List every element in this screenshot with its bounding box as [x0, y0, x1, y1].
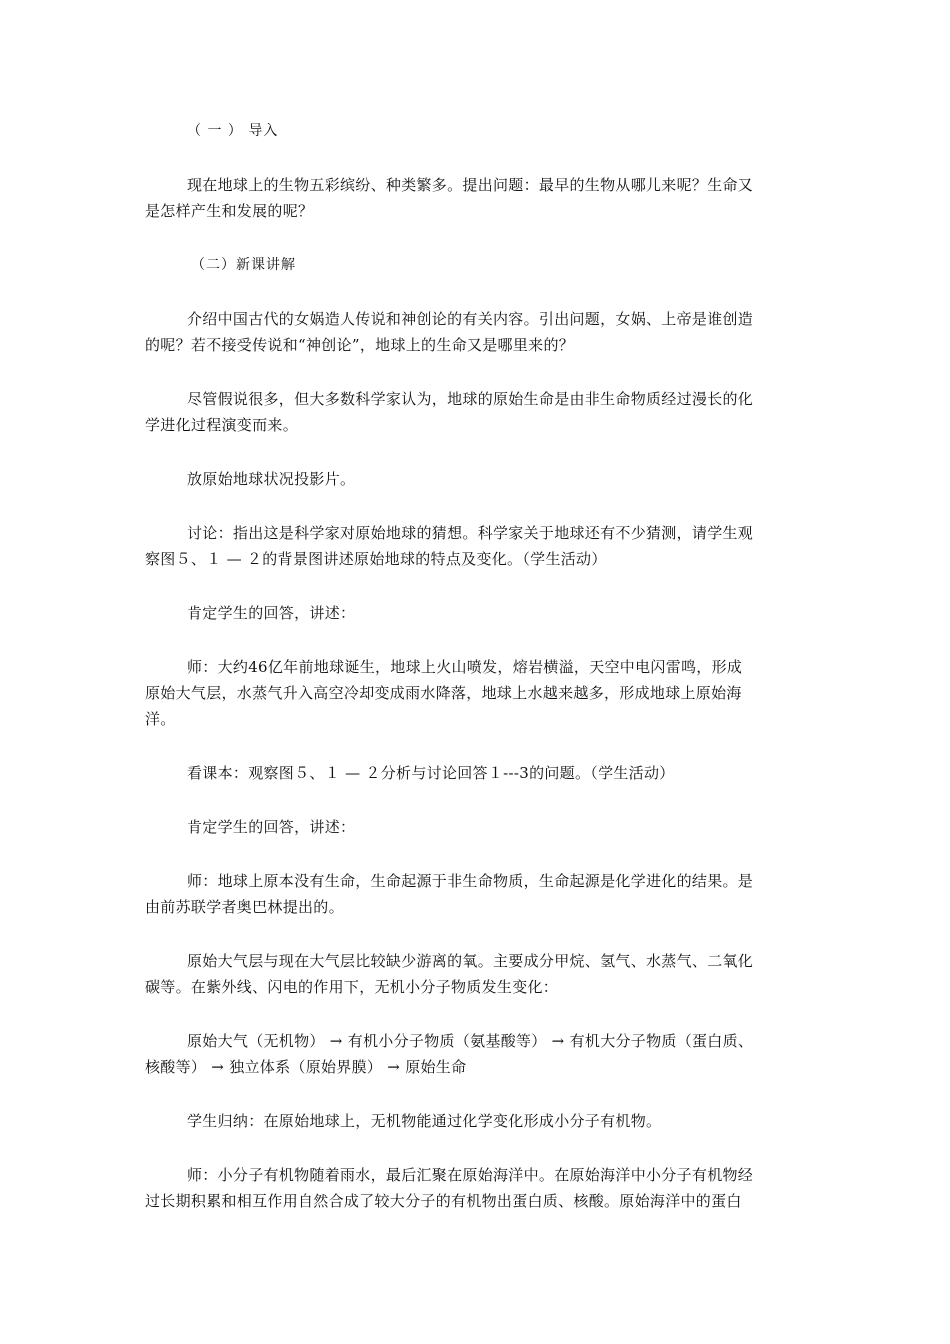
paragraph-13	[145, 1108, 810, 1134]
paragraph-line: 原始大气（无机物） → 有机小分子物质（氨基酸等） → 有机大分子物质（蛋白质、	[187, 1032, 754, 1050]
document-body	[145, 118, 810, 1242]
paragraph-line: 学生归纳：在原始地球上，无机物能通过化学变化形成小分子有机物。	[187, 1112, 662, 1130]
paragraph-10	[145, 868, 810, 920]
paragraph-line: 肯定学生的回答，讲述：	[187, 818, 356, 836]
paragraph-line: 的呢？若不接受传说和“神创论”，地球上的生命又是哪里来的？	[145, 336, 575, 354]
paragraph-line: 由前苏联学者奥巴林提出的。	[145, 898, 344, 916]
paragraph-line: 师：小分子有机物随着雨水，最后汇聚在原始海洋中。在原始海洋中小分子有机物经	[187, 1166, 754, 1184]
paragraph-line: 介绍中国古代的女娲造人传说和神创论的有关内容。引出问题，女娲、上帝是谁创造	[187, 310, 754, 328]
paragraph-line: 学进化过程演变而来。	[145, 416, 299, 434]
paragraph-5	[145, 520, 810, 572]
paragraph-line: 现在地球上的生物五彩缤纷、种类繁多。提出问题：最早的生物从哪儿来呢？生命又	[187, 176, 754, 194]
paragraph-12	[145, 1028, 810, 1080]
paragraph-line: 过长期积累和相互作用自然合成了较大分子的有机物出蛋白质、核酸。原始海洋中的蛋白	[145, 1192, 742, 1210]
paragraph-9	[145, 814, 810, 840]
paragraph-line: 放原始地球状况投影片。	[187, 470, 356, 488]
paragraph-line: 洋。	[145, 710, 176, 728]
section-heading-intro: （ 一 ） 导入	[187, 123, 279, 139]
paragraph-7	[145, 654, 810, 732]
paragraph-line: 肯定学生的回答，讲述：	[187, 604, 356, 622]
paragraph-line: 讨论：指出这是科学家对原始地球的猜想。科学家关于地球还有不少猜测，请学生观	[187, 524, 754, 542]
paragraph-3	[145, 386, 810, 438]
paragraph-line: 师：地球上原本没有生命，生命起源于非生命物质，生命起源是化学进化的结果。是	[187, 872, 754, 890]
paragraph-11	[145, 948, 810, 1000]
paragraph-line: 是怎样产生和发展的呢？	[145, 202, 314, 220]
section-heading-new-lesson: （二）新课讲解	[191, 257, 296, 273]
paragraph-1	[145, 172, 810, 224]
paragraph-8	[145, 760, 810, 786]
paragraph-line: 尽管假说很多，但大多数科学家认为，地球的原始生命是由非生命物质经过漫长的化	[187, 390, 754, 408]
paragraph-line: 察图５、１ — ２的背景图讲述原始地球的特点及变化。（学生活动）	[145, 550, 607, 568]
paragraph-line: 师：大约46亿年前地球诞生，地球上火山喷发，熔岩横溢，天空中电闪雷鸣，形成	[187, 658, 743, 676]
paragraph-4	[145, 466, 810, 492]
paragraph-line: 原始大气层与现在大气层比较缺少游离的氧。主要成分甲烷、氢气、水蒸气、二氧化	[187, 952, 754, 970]
paragraph-line: 看课本：观察图５、１ — ２分析与讨论回答１---3的问题。（学生活动）	[187, 764, 675, 782]
paragraph-line: 原始大气层，水蒸气升入高空冷却变成雨水降落，地球上水越来越多，形成地球上原始海	[145, 684, 742, 702]
paragraph-line: 核酸等） → 独立体系（原始界膜） → 原始生命	[145, 1058, 467, 1076]
paragraph-line: 碳等。在紫外线、闪电的作用下，无机小分子物质发生变化：	[145, 978, 559, 996]
paragraph-2	[145, 306, 810, 358]
paragraph-6	[145, 600, 810, 626]
paragraph-14	[145, 1162, 810, 1214]
